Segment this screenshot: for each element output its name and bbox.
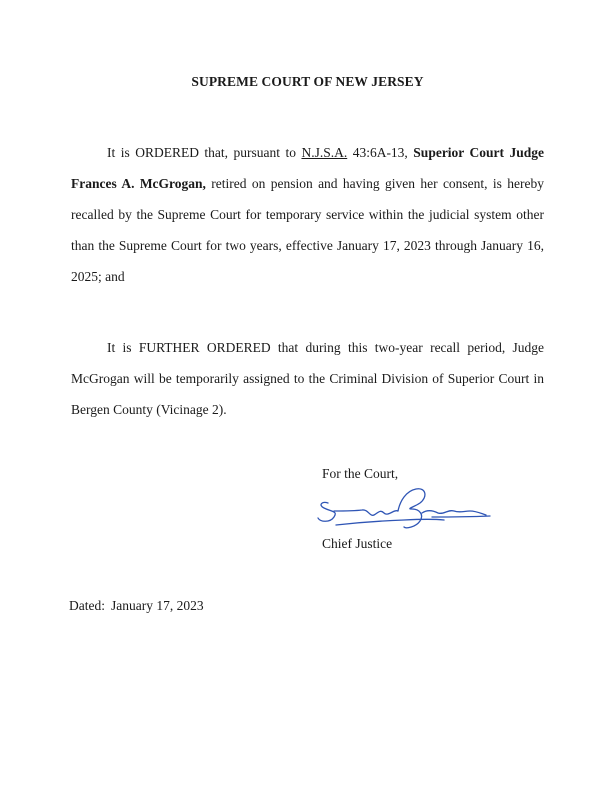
- signature-stroke-2: [334, 510, 398, 515]
- order-text-body: retired on pension and having given her consent, is hereby recalled by the Supreme Court for temporary service within the judicial system other than the Supreme Court for two years, effective January 17, 2023 through January 16, 2025; and: [71, 176, 544, 284]
- dated-line: [69, 598, 204, 614]
- signature-stroke-3: [336, 519, 444, 525]
- signature-stroke-5: [422, 511, 486, 515]
- chief-justice-signature: [314, 487, 499, 533]
- order-text-intro: It is ORDERED that, pursuant to: [107, 145, 302, 160]
- signature-stroke-6: [432, 516, 490, 517]
- statute-section: 43:6A-13,: [347, 145, 414, 160]
- dated-label: Dated:: [69, 598, 105, 613]
- signature-stroke-4: [398, 489, 425, 528]
- chief-justice-title: Chief Justice: [322, 536, 393, 551]
- signature-stroke-1: [318, 502, 335, 521]
- dated-date: January 17, 2023: [111, 598, 204, 613]
- court-title: SUPREME COURT OF NEW JERSEY: [191, 74, 424, 89]
- further-order-text: It is FURTHER ORDERED that during this two-year recall period, Judge McGrogan will be temporarily assigned to the Criminal Division of Superior Court in Bergen County (Vicinage 2).: [71, 340, 544, 417]
- judge-name: Superior Court Judge Frances A. McGrogan,: [71, 145, 545, 191]
- statute-citation: N.J.S.A.: [301, 145, 348, 160]
- order-paragraph-1: [71, 137, 544, 292]
- for-the-court-label: For the Court,: [322, 466, 399, 481]
- order-paragraph-2: [71, 332, 544, 425]
